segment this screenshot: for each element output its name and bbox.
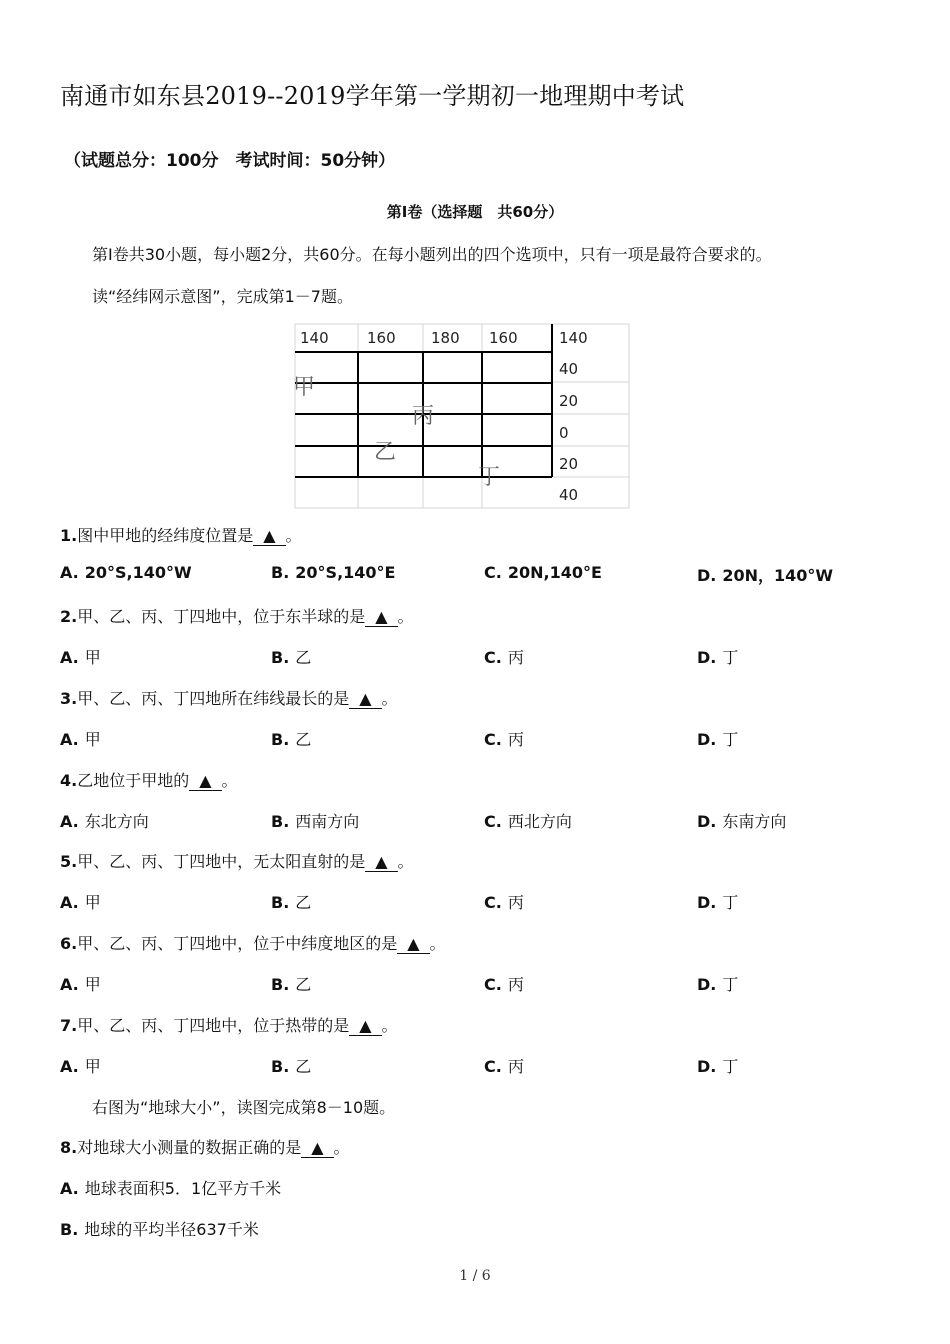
option-text: 丙 (507, 893, 524, 912)
option-a (60, 645, 101, 668)
option-text: 东北方向 (84, 812, 149, 831)
option-c (484, 890, 524, 913)
option-letter: D. (697, 566, 717, 585)
question-text: 图中甲地的经纬度位置是 (77, 526, 254, 545)
page-title: 南通市如东县2019--2019学年第一学期初一地理期中考试 (60, 82, 685, 110)
option-letter: D. (697, 648, 717, 667)
option-text: 地球表面积5．1亿平方千米 (84, 1179, 282, 1198)
question-text: 对地球大小测量的数据正确的是 (77, 1138, 302, 1157)
option-text: 20°S,140°E (295, 563, 396, 582)
question-3 (60, 686, 398, 709)
option-letter: B. (60, 1220, 79, 1239)
question-end: 。 (333, 1138, 350, 1157)
option-letter: D. (697, 812, 717, 831)
option-letter: C. (484, 648, 502, 667)
longitude-label: 180 (431, 329, 460, 347)
option-text: 乙 (295, 975, 312, 994)
option-text: 20N,140°E (507, 563, 602, 582)
figure-intro: 读“经纬网示意图”，完成第1－7题。 (92, 287, 353, 306)
question-text: 甲、乙、丙、丁四地中，位于东半球的是 (77, 607, 366, 626)
option-text: 丙 (507, 1057, 524, 1076)
option-d (697, 563, 833, 586)
option-letter: A. (60, 812, 79, 831)
option-d (697, 972, 738, 995)
option-text: 丙 (507, 730, 524, 749)
question-number: 8. (60, 1138, 78, 1157)
longitude-label: 140 (300, 329, 329, 347)
question-text: 甲、乙、丙、丁四地所在纬线最长的是 (77, 689, 350, 708)
option-b (271, 809, 359, 832)
option-d (697, 809, 786, 832)
option-text: 甲 (84, 730, 101, 749)
option-letter: C. (484, 730, 502, 749)
question-2 (60, 604, 414, 627)
option-text: 丙 (507, 975, 524, 994)
section-heading: 第Ⅰ卷（选择题 共60分） (386, 203, 564, 221)
answer-blank: ▲ (349, 690, 381, 709)
option-text: 甲 (84, 1057, 101, 1076)
option-letter: B. (271, 812, 290, 831)
option-text: 丁 (722, 1057, 739, 1076)
latitude-label: 40 (559, 486, 579, 504)
option-text: 丁 (722, 730, 739, 749)
option-letter: B. (271, 730, 290, 749)
option-letter: B. (271, 893, 290, 912)
option-text: 20N，140°W (722, 566, 834, 585)
latitude-label: 20 (559, 392, 579, 410)
option-b (271, 890, 311, 913)
option-d (697, 727, 738, 750)
longitude-label: 160 (367, 329, 396, 347)
option-b (271, 645, 311, 668)
option-text: 西南方向 (295, 812, 360, 831)
answer-blank: ▲ (365, 608, 397, 627)
instructions: 第Ⅰ卷共30小题，每小题2分，共60分。在每小题列出的四个选项中，只有一项是最符合要求的。 (92, 245, 772, 264)
place-label-jia: 甲 (293, 375, 316, 400)
option-letter: A. (60, 1179, 79, 1198)
option-a (60, 890, 101, 913)
option-b (271, 972, 311, 995)
option-c (484, 563, 602, 582)
option-letter: B. (271, 1057, 290, 1076)
option-text: 20°S,140°W (84, 563, 192, 582)
option-c (484, 1054, 524, 1077)
option-letter: A. (60, 1057, 79, 1076)
option-text: 丁 (722, 893, 739, 912)
option-letter: B. (271, 648, 290, 667)
question-number: 5. (60, 852, 78, 871)
option-letter: B. (271, 975, 290, 994)
question-end: 。 (397, 607, 414, 626)
latitude-label: 20 (559, 455, 579, 473)
answer-blank: ▲ (189, 772, 221, 791)
option-letter: D. (697, 975, 717, 994)
option-c (484, 972, 524, 995)
option-text: 甲 (84, 648, 101, 667)
question-end: 。 (381, 689, 398, 708)
answer-blank: ▲ (349, 1017, 381, 1036)
question-number: 3. (60, 689, 78, 708)
option-letter: C. (484, 563, 502, 582)
option-text: 丁 (722, 648, 739, 667)
question-number: 1. (60, 526, 78, 545)
option-c (484, 809, 572, 832)
option-a (60, 809, 149, 832)
question-text: 乙地位于甲地的 (77, 771, 190, 790)
longitude-label: 140 (559, 329, 588, 347)
question-end: 。 (381, 1016, 398, 1035)
option-a (60, 972, 101, 995)
option-text: 西北方向 (507, 812, 572, 831)
option-letter: A. (60, 730, 79, 749)
option-text: 东南方向 (722, 812, 787, 831)
question-number: 7. (60, 1016, 78, 1035)
place-label-bing: 丙 (412, 404, 435, 429)
question-end: 。 (397, 852, 414, 871)
option-letter: B. (271, 563, 290, 582)
option-letter: A. (60, 563, 79, 582)
answer-blank: ▲ (397, 935, 429, 954)
option-text: 丁 (722, 975, 739, 994)
option-letter: D. (697, 1057, 717, 1076)
answer-blank: ▲ (365, 853, 397, 872)
question-text: 甲、乙、丙、丁四地中，位于中纬度地区的是 (77, 934, 398, 953)
option-letter: D. (697, 893, 717, 912)
option-c (484, 645, 524, 668)
question-1 (60, 523, 302, 546)
question-6 (60, 931, 446, 954)
option-c (484, 727, 524, 750)
option-d (697, 890, 738, 913)
option-letter: A. (60, 975, 79, 994)
place-label-yi: 乙 (374, 440, 397, 465)
question-text: 甲、乙、丙、丁四地中，位于热带的是 (77, 1016, 350, 1035)
option-text: 丙 (507, 648, 524, 667)
option-text: 甲 (84, 893, 101, 912)
option-text: 甲 (84, 975, 101, 994)
option-a (60, 1176, 281, 1199)
option-a (60, 1054, 101, 1077)
option-a (60, 727, 101, 750)
latitude-label: 0 (559, 424, 569, 442)
question-number: 2. (60, 607, 78, 626)
option-letter: C. (484, 975, 502, 994)
option-b (271, 1054, 311, 1077)
place-label-ding: 丁 (478, 465, 501, 490)
question-8 (60, 1135, 350, 1158)
option-letter: C. (484, 812, 502, 831)
question-end: 。 (285, 526, 302, 545)
option-b (60, 1217, 259, 1240)
longitude-label: 160 (489, 329, 518, 347)
latitude-label: 40 (559, 360, 579, 378)
option-text: 乙 (295, 648, 312, 667)
option-text: 乙 (295, 1057, 312, 1076)
option-text: 乙 (295, 893, 312, 912)
question-5 (60, 849, 414, 872)
option-text: 乙 (295, 730, 312, 749)
question-4 (60, 768, 238, 791)
option-letter: A. (60, 893, 79, 912)
option-letter: A. (60, 648, 79, 667)
question-end: 。 (221, 771, 238, 790)
question-7 (60, 1013, 398, 1036)
question-number: 6. (60, 934, 78, 953)
option-b (271, 563, 395, 582)
option-letter: C. (484, 893, 502, 912)
question-text: 甲、乙、丙、丁四地中，无太阳直射的是 (77, 852, 366, 871)
option-b (271, 727, 311, 750)
exam-info: （试题总分：100分 考试时间：50分钟） (64, 151, 396, 171)
answer-blank: ▲ (301, 1139, 333, 1158)
option-text: 地球的平均半径637千米 (84, 1220, 259, 1239)
question-end: 。 (429, 934, 446, 953)
option-letter: C. (484, 1057, 502, 1076)
option-d (697, 645, 738, 668)
answer-blank: ▲ (253, 527, 285, 546)
question-number: 4. (60, 771, 78, 790)
option-letter: D. (697, 730, 717, 749)
lat-long-grid-figure (290, 320, 635, 512)
option-d (697, 1054, 738, 1077)
intro-questions-8-10: 右图为“地球大小”，读图完成第8－10题。 (92, 1098, 396, 1117)
page-number: 1 / 6 (459, 1268, 491, 1284)
option-a (60, 563, 192, 582)
